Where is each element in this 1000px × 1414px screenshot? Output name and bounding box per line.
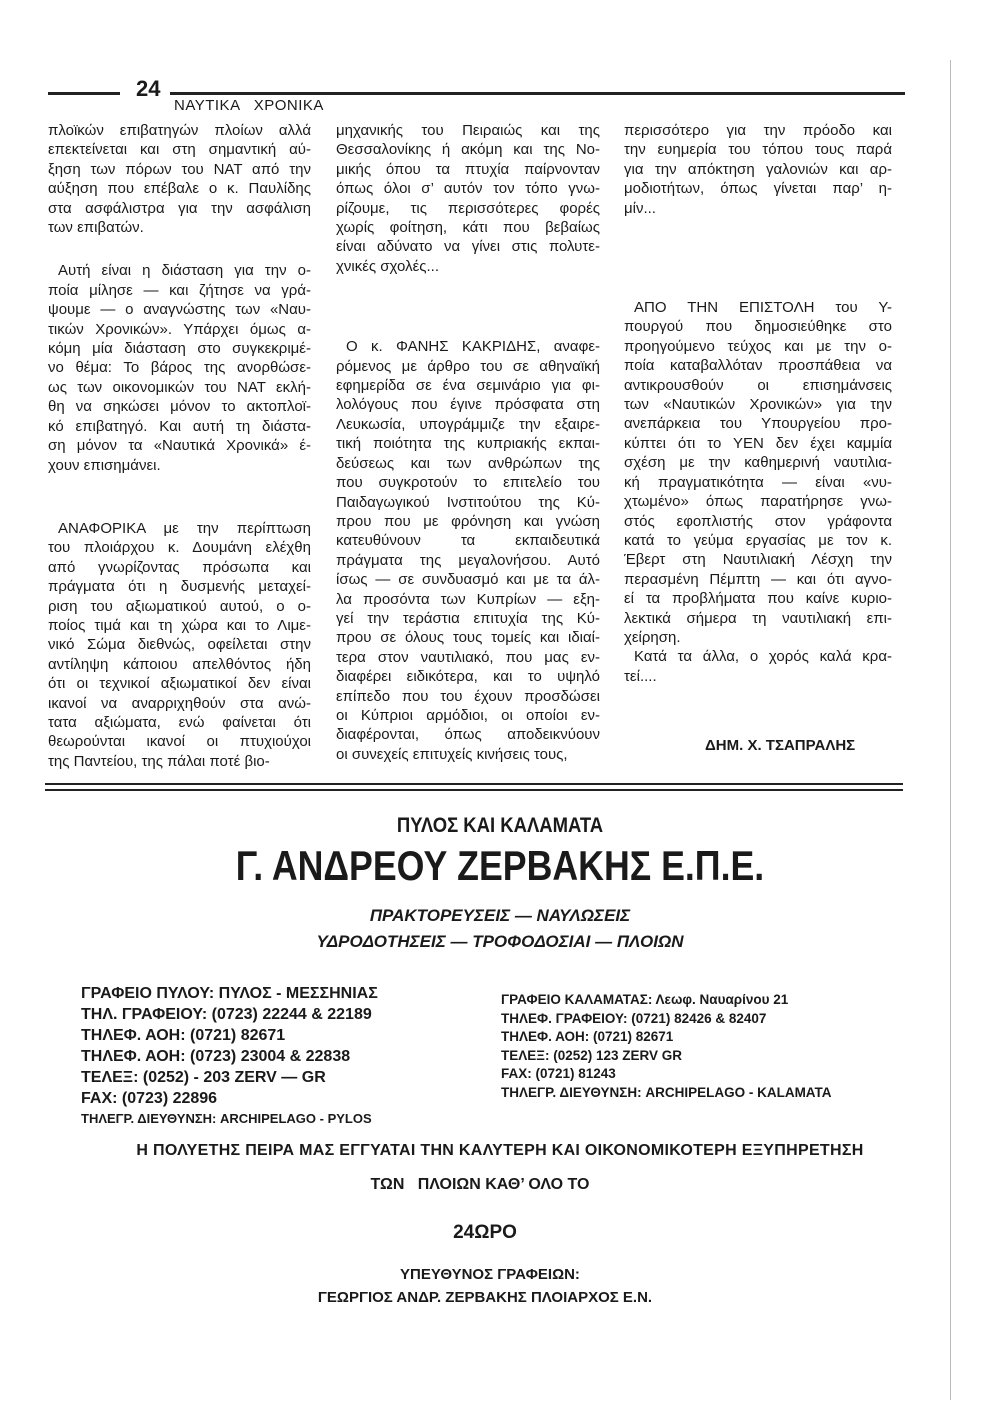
article-line: την ευημερία του τόπου τους παρά [624, 141, 892, 159]
article-line: αντίληψη κάποιου απελθόντος ήδη [48, 655, 311, 673]
article-line: των «Ναυτικών Χρονικών» για την [624, 396, 892, 414]
article-line: ριση του αξιωματικού αυτού, ο ο- [48, 597, 311, 615]
article-line: οι συνεχείς επιτυχείς κινήσεις τους, [336, 745, 568, 763]
article-line: ση μόνον τα «Ναυτικά Χρονικά» έ- [48, 437, 311, 455]
article-line: λολόγους που έγινε πρόσφατα στη [336, 396, 600, 414]
article-paragraph [48, 519, 311, 771]
article-paragraph [624, 298, 892, 647]
ad-slogan-2: ΤΩΝ ΠΛΟΙΩΝ ΚΑΘ’ ΟΛΟ ΤΟ [370, 1176, 590, 1193]
article-paragraph [624, 121, 892, 218]
article-line: των επιβατών. [48, 219, 144, 237]
pylos-office-line: ΤΗΛΕΓΡ. ΔΙΕΥΘΥΝΣΗ: ARCHIPELAGO - PYLOS [81, 1111, 372, 1126]
article-line: Ο κ. ΦΑΝΗΣ ΚΑΚΡΙΔΗΣ, αναφε- [346, 338, 600, 356]
article-line: μοδιοτήτων, όπως γίνεται παρ’ η- [624, 180, 892, 198]
article-line: χουν επισημάνει. [48, 456, 161, 474]
article-line: ποία καταβαλλόταν προσπάθεια να [624, 357, 892, 375]
article-line: σχέση με την καθημερινή ναυτιλια- [624, 454, 892, 472]
article-line: από γνωρίζοντας πρόσωπα και [48, 558, 311, 576]
article-line: ικανοί να αναρριχηθούν στα ανώ- [48, 694, 311, 712]
article-line: χωρίς φοίτηση, κάτι που βεβαίως [336, 219, 600, 237]
article-line: ΑΝΑΦΟΡΙΚΑ με την περίπτωση [58, 519, 311, 537]
article-line: της Παντείου, της πάλαι ποτέ βιο- [48, 752, 270, 770]
article-line: μικής όπου τα πτυχία παίρνονταν [336, 160, 600, 178]
pylos-office-line: ΤΗΛΕΦ. ΑΟΗ: (0721) 82671 [81, 1027, 286, 1044]
pylos-office-line: ΤΕΛΕΞ: (0252) - 203 ZERV — GR [81, 1069, 326, 1086]
article-line: αύξηση που επέβαλε ο κ. Παυλίδης [48, 180, 311, 198]
article-line: ανεπάρκεια του Υπουργείου προ- [624, 415, 892, 433]
kalamata-office-line: ΤΗΛΕΦ. ΑΟΗ: (0721) 82671 [501, 1029, 674, 1044]
article-line: τερα στον ναυτιλιακό, που μας εν- [336, 648, 600, 666]
article-line: Έβερτ στη Ναυτιλιακή Λέσχη την [624, 551, 892, 569]
article-line: κόμη μία διάσταση στο συγκεκριμέ- [48, 340, 311, 358]
article-line: περασμένη Πέμπτη — και ότι αγνο- [624, 570, 892, 588]
article-column-3 [624, 121, 892, 686]
article-line: Παιδαγωγικού Ινστιτούτου της Κύ- [336, 493, 600, 511]
article-line: πράγματα ότι η δυσμενής μεταχεί- [48, 578, 311, 596]
article-line: Αυτή είναι η διάσταση για την ο- [58, 262, 311, 280]
publication-title: ΝΑΥΤΙΚΑ ΧΡΟΝΙΚΑ [174, 97, 324, 114]
article-line: για την απόκτηση γαλονιών και αρ- [624, 160, 892, 178]
ad-company-name: Γ. ΑΝΔΡΕΟΥ ΖΕΡΒΑΚΗΣ Ε.Π.Ε. [235, 842, 765, 889]
article-line: κατευθύνουν τα εκπαιδευτικά [336, 532, 600, 550]
article-line: που συγκροτούν το επιτελείο του [336, 474, 600, 492]
article-line: στός εφοπλιστής στον γράφοντα [624, 512, 892, 530]
ad-responsible-name: ΓΕΩΡΓΙΟΣ ΑΝΔΡ. ΖΕΡΒΑΚΗΣ ΠΛΟΙΑΡΧΟΣ Ε.Ν. [317, 1289, 653, 1306]
article-line: θη να σηκώσει μόνον το ακτοπλοϊ- [48, 398, 311, 416]
article-line: τική ποιότητα της κυπριακής εκπαι- [336, 435, 600, 453]
article-paragraph [624, 647, 892, 686]
pylos-office-line: ΤΗΛ. ΓΡΑΦΕΙΟΥ: (0723) 22244 & 22189 [81, 1006, 372, 1023]
article-line: ρόμενος με άρθρο του σε αθηναϊκή [336, 357, 600, 375]
ad-hours: 24ΩΡΟ [453, 1222, 517, 1243]
article-line: τεί.... [624, 667, 657, 685]
article-paragraph [48, 261, 311, 474]
article-line: ΑΠΟ ΤΗΝ ΕΠΙΣΤΟΛΗ του Υ- [634, 299, 892, 317]
article-line: πλοϊκών επιβατηγών πλοίων αλλά [48, 122, 311, 139]
article-line: λεκτικά σήμερα τη ναυτιλιακή επι- [624, 609, 892, 627]
article-line: διαφέρει ειδικότερα, και το υψηλό [336, 668, 600, 686]
article-line: πουργού που δημοσιεύθηκε στο [624, 318, 892, 336]
article-column-1 [48, 121, 311, 771]
article-line: πράγματα της μεγαλονήσου. Αυτό [336, 551, 600, 569]
article-line: στα ασφάλιστρα για την ασφάλιση [48, 199, 311, 217]
article-line: γεί την τεράστια επιτυχία της Κύ- [336, 609, 600, 627]
article-line: κή πραγματικότητα — είναι «νυ- [624, 473, 892, 491]
article-line: κό επιβατηγό. Και αυτή τη διάστα- [48, 417, 311, 435]
article-line: ψουμε — ο αναγνώστης των «Ναυ- [48, 301, 311, 319]
ad-separator-top [45, 783, 903, 785]
article-line: μίν... [624, 199, 656, 217]
article-line: ότι οι τεχνικοί αξιωματικοί δεν είναι [48, 675, 311, 693]
kalamata-office-line: ΤΗΛΕΓΡ. ΔΙΕΥΘΥΝΣΗ: ARCHIPELAGO - KALAMATA [501, 1084, 832, 1100]
ad-services-1: ΠΡΑΚΤΟΡΕΥΣΕΙΣ — ΝΑΥΛΩΣΕΙΣ [369, 906, 631, 925]
pylos-office-line: ΓΡΑΦΕΙΟ ΠΥΛΟΥ: ΠΥΛΟΣ - ΜΕΣΣΗΝΙΑΣ [81, 985, 378, 1002]
article-line: χτωμένο» όπως παρατήρησε γνω- [624, 493, 892, 511]
article-line: εφημερίδα σε ένα σεμινάριο για φι- [336, 377, 600, 395]
article-line: μηχανικής του Πειραιώς και της [336, 122, 600, 139]
ad-slogan-1: Η ΠΟΛΥΕΤΗΣ ΠΕΙΡΑ ΜΑΣ ΕΓΓΥΑΤΑΙ ΤΗΝ ΚΑΛΥΤΕΡΗ ΚΑΙ ΟΙΚΟΝΟΜΙΚΟΤΕΡΗ ΕΞΥΠΗΡΕΤΗΣΗ [136, 1142, 864, 1159]
article-line: λα προσόντα των Κυπρίων — εξη- [336, 590, 600, 608]
article-line: κατά το γεύμα εργασίας με τον κ. [624, 531, 892, 549]
article-line: νικό Σώμα διεθνώς, οφείλεται στην [48, 636, 311, 654]
article-line: εί τα προβλήματα που καίνε κυριο- [624, 590, 892, 608]
ad-pylos-office [81, 983, 378, 1129]
pylos-office-line: ΤΗΛΕΦ. ΑΟΗ: (0723) 23004 & 22838 [81, 1048, 351, 1065]
article-line: αντικρουσθούν οι επισημάνσεις [624, 376, 892, 394]
article-line: χνικές σχολές... [336, 257, 439, 275]
article-line: τικών Χρονικών». Υπάρχει όμως α- [48, 320, 311, 338]
article-line: Λευκωσία, υπογράμμιζε την εξαιρε- [336, 415, 600, 433]
article-line: πρου σε όλους τους τομείς και ιδιαί- [336, 629, 600, 647]
article-line: οι Κύπριοι αρμόδιοι, οι οποίοι εν- [336, 706, 600, 724]
ad-separator-bottom [45, 789, 903, 791]
article-line: τατα αξιώματα, ενώ φαίνεται ότι [48, 713, 311, 731]
article-line: ρίζουμε, τις περισσότερες φορές [336, 199, 600, 217]
kalamata-office-line: ΓΡΑΦΕΙΟ ΚΑΛΑΜΑΤΑΣ: Λεωφ. Ναυαρίνου 21 [501, 992, 789, 1007]
article-line: ως των οικονομικών του ΝΑΤ εκλή- [48, 378, 311, 396]
article-line: χείρηση. [624, 628, 681, 646]
kalamata-office-line: ΤΕΛΕΞ: (0252) 123 ZERV GR [501, 1047, 683, 1063]
article-paragraph [48, 121, 311, 237]
article-line: νο θέμα: Το βάρος της ανορθώσε- [48, 359, 311, 377]
ad-responsible-label: ΥΠΕΥΘΥΝΟΣ ΓΡΑΦΕΙΩΝ: [400, 1266, 580, 1283]
article-line: Θεσσαλονίκης ή ακόμη και της Νο- [336, 141, 600, 159]
article-line: διαφέρονται, όπως αποδεικνύουν [336, 726, 600, 744]
article-line: του πλοιάρχου κ. Δουμάνη ελέχθη [48, 539, 311, 557]
author-signature: ΔΗΜ. Χ. ΤΣΑΠΡΑΛΗΣ [705, 737, 856, 754]
article-line: πρου που με φρόνηση και γνώση [336, 512, 600, 530]
header-rule-right [170, 92, 905, 95]
article-line: ίσως — σε συνδυασμό και με τα άλ- [336, 571, 600, 589]
article-line: επίπεδο που του έχουν προσδώσει [336, 687, 600, 705]
article-line: ποίος τιμά και τη χώρα και το Λιμε- [48, 616, 311, 634]
article-line: ξηση των πόρων του ΝΑΤ από την [48, 160, 311, 178]
ad-services-2: ΥΔΡΟΔΟΤΗΣΕΙΣ — ΤΡΟΦΟΔΟΣΙΑΙ — ΠΛΟΙΩΝ [316, 932, 684, 951]
header-rule-left [48, 92, 120, 95]
ad-location: ΠΥΛΟΣ ΚΑΙ ΚΑΛΑΜΑΤΑ [396, 814, 604, 837]
article-line: είναι αδύνατο να γίνει στις πολυτε- [336, 238, 600, 256]
article-line: επεκτείνεται και στη σημαντική αύ- [48, 141, 311, 159]
kalamata-office-line: FAX: (0721) 81243 [501, 1066, 616, 1081]
article-line: προηγούμενο τεύχος και με την ο- [624, 337, 892, 355]
page-edge-line [950, 60, 951, 1400]
article-line: ποία μίλησε — και ζήτησε να γρά- [48, 281, 311, 299]
ad-kalamata-office [501, 991, 832, 1102]
article-line: όπως όλοι σ’ αυτόν τον τόπο γνω- [336, 180, 600, 198]
article-column-2 [336, 121, 600, 764]
article-line: Κατά τα άλλα, ο χορός καλά κρα- [634, 648, 892, 666]
kalamata-office-line: ΤΗΛΕΦ. ΓΡΑΦΕΙΟΥ: (0721) 82426 & 82407 [501, 1010, 767, 1026]
article-paragraph [336, 121, 600, 276]
article-paragraph [336, 337, 600, 764]
article-line: περισσότερο για την πρόοδο και [624, 122, 892, 139]
pylos-office-line: FAX: (0723) 22896 [81, 1090, 218, 1107]
page-number: 24 [136, 76, 161, 101]
article-line: θεωρούνται ικανοί οι πτυχιούχοι [48, 733, 311, 751]
article-line: κύπτει ότι το ΥΕΝ δεν έχει καμμία [624, 434, 892, 452]
article-line: δεύσεως και των ανθρώπων της [336, 454, 600, 472]
